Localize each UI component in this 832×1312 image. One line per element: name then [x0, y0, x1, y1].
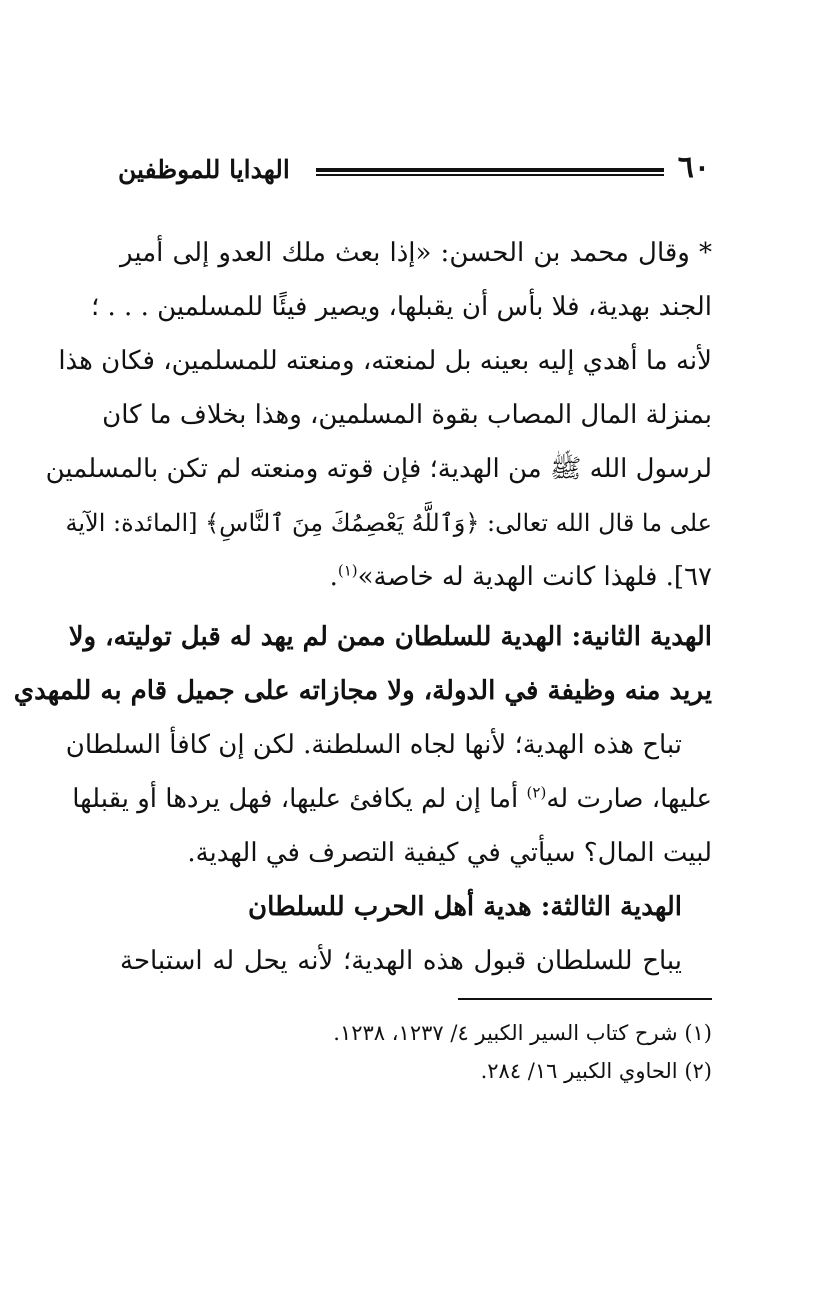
paragraph-line: يباح للسلطان قبول هذه الهدية؛ لأنه يحل له استباحة [120, 946, 682, 976]
header-rule [316, 168, 664, 177]
section-heading-line: الهدية الثانية: الهدية للسلطان ممن لم يهد له قبل توليته، ولا [68, 622, 712, 652]
paragraph-line: الجند بهدية، فلا بأس أن يقبلها، ويصير فيئًا للمسلمين . . . ؛ [91, 292, 712, 322]
paragraph-text: أما إن لم يكافئ عليها، فهل يردها أو يقبلها [72, 784, 519, 814]
footnote: (١) شرح كتاب السير الكبير ٤/ ١٢٣٧، ١٢٣٨. [333, 1021, 712, 1045]
footnote-ref: (٢) [526, 783, 547, 802]
paragraph-line: لرسول الله ﷺ من الهدية؛ فإن قوته ومنعته لم تكن بالمسلمين [45, 454, 712, 484]
section-heading-line: يريد منه وظيفة في الدولة، ولا مجازاته على جميل قام به للمهدي [13, 676, 712, 706]
body-text [13, 226, 712, 988]
page-header [118, 148, 710, 192]
footnotes [120, 1014, 712, 1090]
footnote: (٢) الحاوي الكبير ١٦/ ٢٨٤. [480, 1059, 712, 1083]
paragraph-text: ٦٧]. فلهذا كانت الهدية له خاصة» [357, 562, 712, 592]
paragraph-line [72, 772, 712, 826]
paragraph-line: تباح هذه الهدية؛ لأنها لجاه السلطنة. لكن إن كافأ السلطان [65, 730, 682, 760]
quran-verse-line: على ما قال الله تعالى: ﴿وَٱللَّهُ يَعْصِمُكَ مِنَ ٱلنَّاسِ﴾ [المائدة: الآية [65, 509, 712, 537]
footnote-ref: (١) [337, 561, 358, 580]
footnote-separator [458, 998, 712, 1000]
paragraph-text: عليها، صارت له [546, 784, 712, 814]
paragraph-line: لأنه ما أهدي إليه بعينه بل لمنعته، ومنعته للمسلمين، فكان هذا [58, 346, 712, 376]
running-title: الهدايا للموظفين [118, 155, 290, 184]
page-number: ٦٠ [677, 150, 710, 185]
section-heading-line: الهدية الثالثة: هدية أهل الحرب للسلطان [247, 892, 682, 922]
paragraph-line: بمنزلة المال المصاب بقوة المسلمين، وهذا بخلاف ما كان [102, 400, 712, 430]
paragraph-line: لبيت المال؟ سيأتي في كيفية التصرف في الهدية. [187, 838, 712, 868]
paragraph-line: * وقال محمد بن الحسن: «إذا بعث ملك العدو إلى أمير [120, 238, 712, 268]
paragraph-line: ٦٧]. فلهذا كانت الهدية له خاصة»$^{(١)}$. [329, 561, 712, 592]
